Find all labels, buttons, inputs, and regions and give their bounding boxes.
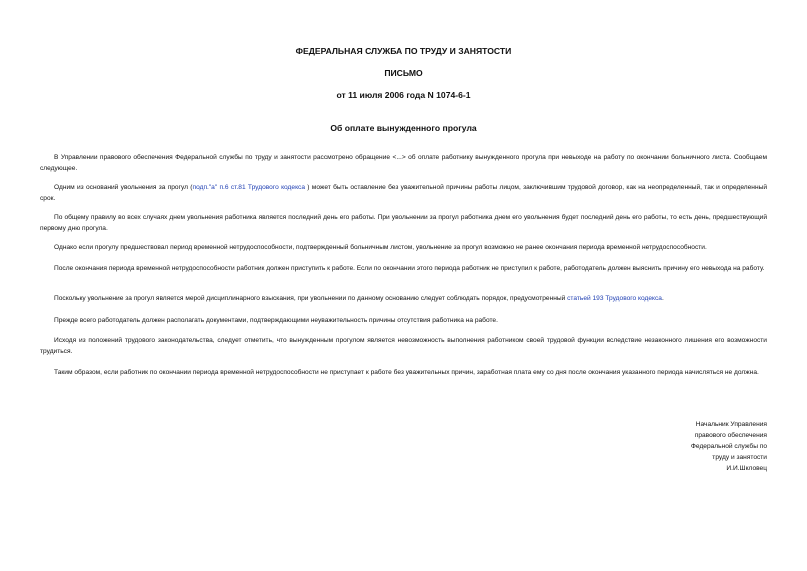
signature-position-line-4: труду и занятости <box>712 454 767 461</box>
signature-position-line-2: правового обеспечения <box>694 432 767 439</box>
document-type: ПИСЬМО <box>384 68 423 78</box>
paragraph-9: Таким образом, если работник по окончании периода временной нетрудоспособности не приступает к работе без уважительных причин, заработная плата ему со дня после окончания указанного периода начисляться не должна. <box>54 369 759 376</box>
paragraph-5: После окончания периода временной нетрудоспособности работник должен приступить к работе. Если по окончании этого периода работник не приступил к работе, работодатель должен выяснить причину его невыхода на работу. <box>54 265 765 272</box>
paragraph-2-text-end: ) может быть оставление без уважительной причины работы лицом, заключившим трудовой договор, как на неопределенный, так и определенный срок. <box>40 184 768 202</box>
document-date-number: от 11 июля 2006 года N 1074-6-1 <box>336 90 471 100</box>
document-subject: Об оплате вынужденного прогула <box>330 123 477 133</box>
paragraph-3: По общему правилу во всех случаях днем увольнения работника является последний день его работы. При увольнении за прогул работника днем его увольнения будет последний день его работы, то есть день, предшествующий первому дню прогула. <box>40 214 767 232</box>
signature-position-line-1: Начальник Управления <box>695 421 767 428</box>
labor-code-article-81-link[interactable]: подп."а" п.6 ст.81 Трудового кодекса <box>192 184 305 191</box>
paragraph-8: Исходя из положений трудового законодательства, следует отметить, что вынужденным прогулом является невозможность выполнения работником своей трудовой функции вследствие незаконного лишения его возможности трудиться. <box>40 337 767 355</box>
paragraph-6 <box>40 293 767 304</box>
signature-position-line-3: Федеральной службы по <box>690 443 767 450</box>
paragraph-4: Однако если прогулу предшествовал период временной нетрудоспособности, подтвержденный больничным листом, увольнение за прогул возможно не ранее окончания периода временной нетрудоспособности. <box>54 244 707 251</box>
paragraph-6-text-start: Поскольку увольнение за прогул является мерой дисциплинарного взыскания, при увольнении по данному основанию следует соблюдать порядок, предусмотренный <box>54 295 568 302</box>
signature-block <box>691 419 767 474</box>
paragraph-2-text-start: Одним из оснований увольнения за прогул ( <box>54 184 193 191</box>
paragraph-2 <box>40 182 767 204</box>
paragraph-1: В Управлении правового обеспечения Федеральной службы по труду и занятости рассмотрено обращение <...> об оплате работнику вынужденного прогула при невыходе на работу по окончании больничного листа. Сообщаем следующее. <box>40 154 767 172</box>
signature-name: И.И.Шкловец <box>726 465 767 472</box>
labor-code-article-193-link[interactable]: статьей 193 Трудового кодекса <box>567 295 662 302</box>
paragraph-6-text-end: . <box>661 295 664 302</box>
agency-title: ФЕДЕРАЛЬНАЯ СЛУЖБА ПО ТРУДУ И ЗАНЯТОСТИ <box>295 46 512 56</box>
paragraph-7: Прежде всего работодатель должен располагать документами, подтверждающими неуважительность причины отсутствия работника на работе. <box>54 317 498 324</box>
